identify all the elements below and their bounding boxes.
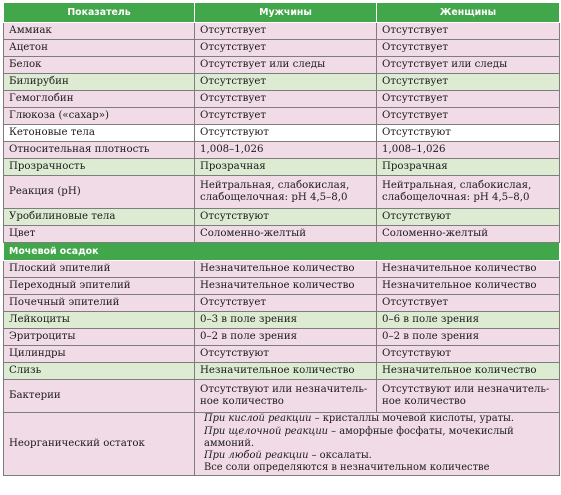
section-header-row: [4, 243, 560, 261]
row-female-value: Незначительное количество: [377, 261, 560, 278]
inorganic-description: [195, 413, 560, 476]
row-male-value: [195, 380, 377, 413]
row-female-value: Прозрачная: [377, 159, 560, 176]
table-header-row: [4, 3, 560, 23]
row-male-value: 0–2 в поле зрения: [195, 329, 377, 346]
row-male-value: Отсутствует: [195, 295, 377, 312]
row-name: Бактерии: [4, 380, 195, 413]
table-row: [4, 261, 560, 278]
table-row: [4, 108, 560, 125]
row-name: Реакция (pH): [4, 176, 195, 209]
header-women: Женщины: [377, 3, 560, 23]
table-row: [4, 142, 560, 159]
row-male-value: 1,008–1,026: [195, 142, 377, 159]
row-name: Белок: [4, 57, 195, 74]
row-female-value: Отсутствует: [377, 91, 560, 108]
row-female-value: Отсутствует: [377, 74, 560, 91]
row-male-value: [195, 176, 377, 209]
table-row: [4, 209, 560, 226]
row-name: Неорганический остаток: [4, 413, 195, 476]
alkaline-text: – аморфные фосфаты, мочекислый: [328, 425, 514, 437]
table-row: [4, 346, 560, 363]
table-row: [4, 40, 560, 57]
row-male-value: 0–3 в поле зрения: [195, 312, 377, 329]
urinalysis-norms-table: [3, 2, 560, 476]
row-name: Гемоглобин: [4, 91, 195, 108]
acid-text: – кристаллы мочевой кислоты, ураты.: [311, 413, 515, 425]
row-male-value: Отсутствуют: [195, 209, 377, 226]
row-female-value: Отсутствует: [377, 40, 560, 57]
line: ное количество: [382, 396, 466, 407]
row-female-value: 0–2 в поле зрения: [377, 329, 560, 346]
row-male-value: Отсутствует: [195, 40, 377, 57]
row-male-value: Незначительное количество: [195, 278, 377, 295]
table-row: [4, 74, 560, 91]
row-female-value: 1,008–1,026: [377, 142, 560, 159]
acid-label: При кислой реакции: [204, 413, 312, 425]
row-name: Аммиак: [4, 23, 195, 40]
row-name: Билирубин: [4, 74, 195, 91]
all-salts-text: Все соли определяются в незначительном количестве: [204, 462, 490, 474]
row-name: Слизь: [4, 363, 195, 380]
table-row: [4, 278, 560, 295]
note-block: [200, 413, 554, 474]
row-name: Ацетон: [4, 40, 195, 57]
row-female-value: Соломенно-желтый: [377, 226, 560, 243]
table-row: [4, 57, 560, 74]
alkaline-label: При щелочной реакции: [204, 425, 329, 437]
line: слабощелочная: pH 4,5–8,0: [382, 192, 530, 203]
row-female-value: Отсутствуют: [377, 346, 560, 363]
row-name: Цилиндры: [4, 346, 195, 363]
any-text: – оксалаты.: [308, 450, 372, 462]
row-name: Уробилиновые тела: [4, 209, 195, 226]
table-row: [4, 413, 560, 476]
row-male-value: Отсутствует или следы: [195, 57, 377, 74]
table-row: [4, 91, 560, 108]
table-row: [4, 226, 560, 243]
row-name: Почечный эпителий: [4, 295, 195, 312]
row-male-value: Прозрачная: [195, 159, 377, 176]
row-female-value: Отсутствует: [377, 295, 560, 312]
table-row: [4, 295, 560, 312]
table-row: [4, 312, 560, 329]
row-name: Плоский эпителий: [4, 261, 195, 278]
row-female-value: [377, 380, 560, 413]
row-name: Кетоновые тела: [4, 125, 195, 142]
row-female-value: Отсутствует: [377, 23, 560, 40]
row-male-value: Отсутствуют: [195, 346, 377, 363]
line: Нейтральная, слабокислая,: [200, 180, 350, 191]
row-name: Относительная плотность: [4, 142, 195, 159]
table-row: [4, 363, 560, 380]
row-name: Лейкоциты: [4, 312, 195, 329]
row-male-value: Отсутствует: [195, 74, 377, 91]
table-row: [4, 23, 560, 40]
row-name: Прозрачность: [4, 159, 195, 176]
table-row: [4, 176, 560, 209]
table-row: [4, 125, 560, 142]
header-indicator: Показатель: [4, 3, 195, 23]
row-name: Эритроциты: [4, 329, 195, 346]
row-male-value: Отсутствуют: [195, 125, 377, 142]
table-row: [4, 329, 560, 346]
header-men: Мужчины: [195, 3, 377, 23]
row-male-value: Отсутствует: [195, 23, 377, 40]
row-male-value: Незначительное количество: [195, 261, 377, 278]
table-row: [4, 159, 560, 176]
row-name: Глюкоза («сахар»): [4, 108, 195, 125]
line: слабощелочная: pH 4,5–8,0: [200, 192, 348, 203]
section-title: Мочевой осадок: [4, 243, 560, 261]
row-male-value: Незначительное количество: [195, 363, 377, 380]
row-female-value: Отсутствуют: [377, 125, 560, 142]
row-female-value: Незначительное количество: [377, 363, 560, 380]
any-label: При любой реакции: [204, 450, 309, 462]
row-female-value: 0–6 в поле зрения: [377, 312, 560, 329]
row-name: Переходный эпителий: [4, 278, 195, 295]
line: Отсутствуют или незначитель-: [382, 384, 550, 395]
row-male-value: Соломенно-желтый: [195, 226, 377, 243]
line: ное количество: [200, 396, 284, 407]
alkaline-text-continued: аммоний.: [204, 437, 255, 449]
row-female-value: Отсутствует: [377, 108, 560, 125]
row-male-value: Отсутствует: [195, 91, 377, 108]
row-female-value: Отсутствуют: [377, 209, 560, 226]
row-female-value: Отсутствует или следы: [377, 57, 560, 74]
line: Нейтральная, слабокислая,: [382, 180, 532, 191]
line: Отсутствуют или незначитель-: [200, 384, 368, 395]
row-male-value: Отсутствует: [195, 108, 377, 125]
row-female-value: [377, 176, 560, 209]
table-row: [4, 380, 560, 413]
row-female-value: Незначительное количество: [377, 278, 560, 295]
row-name: Цвет: [4, 226, 195, 243]
